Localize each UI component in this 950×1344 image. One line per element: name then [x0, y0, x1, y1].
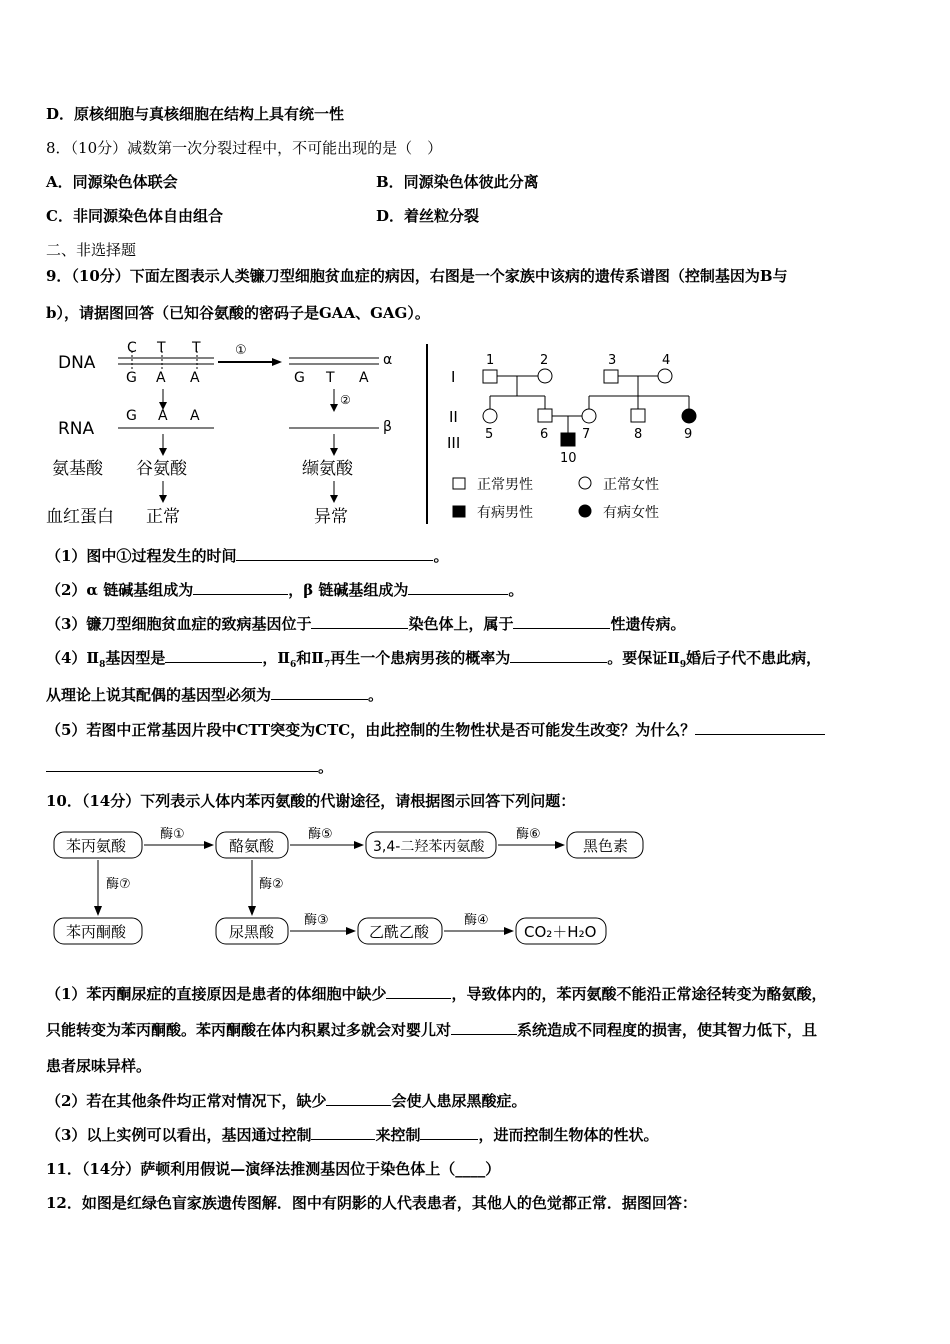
section-heading: 二、非选择题 [46, 241, 137, 259]
q9-stem-line2: b），请据图回答（已知谷氨酸的密码子是GAA、GAG）。 [46, 304, 430, 322]
svg-text:III: III [447, 434, 461, 452]
q8-option-b: B．同源染色体彼此分离 [376, 173, 539, 191]
answer-blank[interactable] [408, 580, 508, 595]
svg-text:A: A [190, 370, 200, 386]
ind-5-normal-female [483, 409, 497, 423]
dna-label: DNA [58, 353, 96, 373]
svg-text:②: ② [340, 393, 351, 407]
q8-option-a: A．同源染色体联会 [46, 173, 178, 191]
normal-label: 正常 [146, 507, 180, 527]
answer-blank[interactable] [311, 1125, 375, 1140]
q9-part2: （2）α 链碱基组成为 ，β 链碱基组成为 。 [46, 581, 524, 599]
svg-text:β: β [383, 419, 392, 435]
svg-text:8: 8 [634, 427, 643, 442]
svg-text:酶①: 酶① [160, 827, 185, 842]
glu-label: 谷氨酸 [136, 459, 187, 479]
svg-text:6: 6 [540, 427, 549, 442]
answer-blank[interactable] [451, 1020, 517, 1035]
ind-1-normal-male [483, 370, 497, 383]
answer-blank[interactable] [420, 1125, 478, 1140]
q8-stem: 8．（10分）减数第一次分裂过程中，不可能出现的是（ ） [46, 139, 443, 157]
svg-text:A: A [156, 370, 166, 386]
svg-text:T: T [157, 340, 166, 356]
q12-stem: 12．如图是红绿色盲家族遗传图解．图中有阴影的人代表患者，其他人的色觉都正常．据图回答： [46, 1194, 697, 1212]
q10-part3: （3）以上实例可以看出，基因通过控制 来控制 ，进而控制生物体的性状。 [46, 1126, 659, 1144]
svg-text:A: A [190, 408, 200, 424]
q10-stem: 10．（14分）下列表示人体内苯丙氨酸的代谢途径，请根据图示回答下列问题： [46, 792, 576, 810]
answer-blank[interactable] [236, 546, 433, 561]
q9-part5: （5）若图中正常基因片段中CTT突变为CTC，由此控制的生物性状是否可能发生改变？为什么？ [46, 719, 825, 740]
q9-part4-cont: 从理论上说其配偶的基因型必须为 。 [46, 686, 384, 704]
svg-text:3,4-二羟苯丙氨酸: 3,4-二羟苯丙氨酸 [373, 839, 485, 855]
svg-text:T: T [326, 370, 335, 386]
q9-part3: （3）镰刀型细胞贫血症的致病基因位于 染色体上，属于 性遗传病。 [46, 615, 686, 633]
q7-option-d: D．原核细胞与真核细胞在结构上具有统一性 [46, 105, 345, 123]
answer-blank[interactable] [510, 648, 607, 663]
answer-blank[interactable] [513, 614, 610, 629]
svg-text:A: A [158, 408, 168, 424]
q10-part1-end: 患者尿味异样。 [46, 1057, 152, 1075]
q9-stem-line1: 9．（10分）下面左图表示人类镰刀型细胞贫血症的病因，右图是一个家族中该病的遗传系谱图（控制基因为B与 [46, 267, 788, 285]
q9-part1: （1）图中①过程发生的时间 。 [46, 547, 449, 565]
answer-blank[interactable] [695, 720, 825, 735]
svg-text:3: 3 [608, 353, 617, 368]
svg-text:II: II [449, 408, 458, 426]
svg-text:4: 4 [662, 353, 671, 368]
svg-text:①: ① [235, 343, 247, 358]
svg-text:酶④: 酶④ [464, 913, 489, 928]
svg-text:酪氨酸: 酪氨酸 [229, 837, 275, 855]
answer-blank[interactable] [193, 580, 288, 595]
legend-affected-male: 有病男性 [477, 505, 533, 521]
q9-figure [46, 334, 706, 530]
ind-9-affected-female [682, 409, 696, 423]
answer-blank[interactable] [386, 984, 451, 999]
ind-4-normal-female [658, 369, 672, 383]
q8-option-c: C．非同源染色体自由组合 [46, 207, 223, 225]
svg-text:酶⑥: 酶⑥ [516, 827, 541, 842]
legend-affected-female: 有病女性 [603, 505, 659, 521]
q10-pathway-figure [46, 822, 656, 952]
ind-6-normal-male [538, 409, 552, 422]
ind-7-normal-female [582, 409, 596, 423]
svg-text:5: 5 [485, 427, 494, 442]
svg-text:苯丙酮酸: 苯丙酮酸 [66, 923, 127, 941]
abnormal-label: 异常 [314, 507, 348, 527]
svg-text:2: 2 [540, 353, 549, 368]
q10-part1: （1）苯丙酮尿症的直接原因是患者的体细胞中缺少 ，导致体内的，苯丙氨酸不能沿正常途径转变为酪氨酸， [46, 985, 827, 1003]
hemoglobin-label: 血红蛋白 [46, 507, 114, 527]
svg-text:C: C [127, 340, 137, 356]
svg-text:1: 1 [486, 353, 495, 368]
svg-text:α: α [383, 352, 393, 368]
svg-text:T: T [192, 340, 201, 356]
svg-text:G: G [126, 408, 137, 424]
val-label: 缬氨酸 [302, 459, 353, 479]
q11-stem: 11．（14分）萨顿利用假说—演绎法推测基因位于染色体上（____） [46, 1160, 501, 1178]
q9-part5-cont: 。 [46, 756, 333, 777]
answer-blank[interactable] [46, 757, 318, 772]
svg-text:I: I [451, 368, 456, 386]
svg-text:CO₂＋H₂O: CO₂＋H₂O [524, 923, 597, 941]
ind-8-normal-male [631, 409, 645, 422]
svg-text:苯丙氨酸: 苯丙氨酸 [66, 837, 127, 855]
svg-text:G: G [126, 370, 137, 386]
svg-text:酶⑦: 酶⑦ [106, 877, 131, 892]
q10-part2: （2）若在其他条件均正常对情况下，缺少 会使人患尿黑酸症。 [46, 1092, 527, 1110]
answer-blank[interactable] [271, 685, 368, 700]
svg-text:G: G [294, 370, 305, 386]
legend-normal-female: 正常女性 [603, 477, 659, 493]
q10-part1-cont: 只能转变为苯丙酮酸。苯丙酮酸在体内积累过多就会对婴儿对 系统造成不同程度的损害，使其智力低下，且 [46, 1021, 818, 1039]
amino-acid-label: 氨基酸 [52, 459, 103, 479]
svg-text:乙酰乙酸: 乙酰乙酸 [369, 923, 430, 941]
ind-3-normal-male [604, 370, 618, 383]
svg-text:9: 9 [684, 427, 693, 442]
svg-text:黑色素: 黑色素 [583, 837, 629, 855]
svg-text:尿黑酸: 尿黑酸 [229, 923, 275, 941]
answer-blank[interactable] [311, 614, 408, 629]
svg-text:7: 7 [582, 427, 591, 442]
rna-label: RNA [58, 419, 95, 439]
q9-part4: $(4)Ⅱ_8$基因型是 ，$Ⅱ_6$和$Ⅱ_7$再生一个患病男孩的概率为 。要保证$Ⅱ_9$婚后子代不患此病， [46, 649, 822, 670]
svg-text:酶③: 酶③ [304, 913, 329, 928]
answer-blank[interactable] [326, 1091, 391, 1106]
svg-text:A: A [359, 370, 369, 386]
ind-10-affected-male [561, 433, 575, 446]
legend-normal-male: 正常男性 [477, 477, 533, 493]
ind-2-normal-female [538, 369, 552, 383]
answer-blank[interactable] [165, 648, 262, 663]
svg-text:10: 10 [560, 451, 577, 466]
svg-text:酶⑤: 酶⑤ [308, 827, 333, 842]
q8-option-d: D．着丝粒分裂 [376, 207, 480, 225]
svg-text:酶②: 酶② [259, 877, 284, 892]
